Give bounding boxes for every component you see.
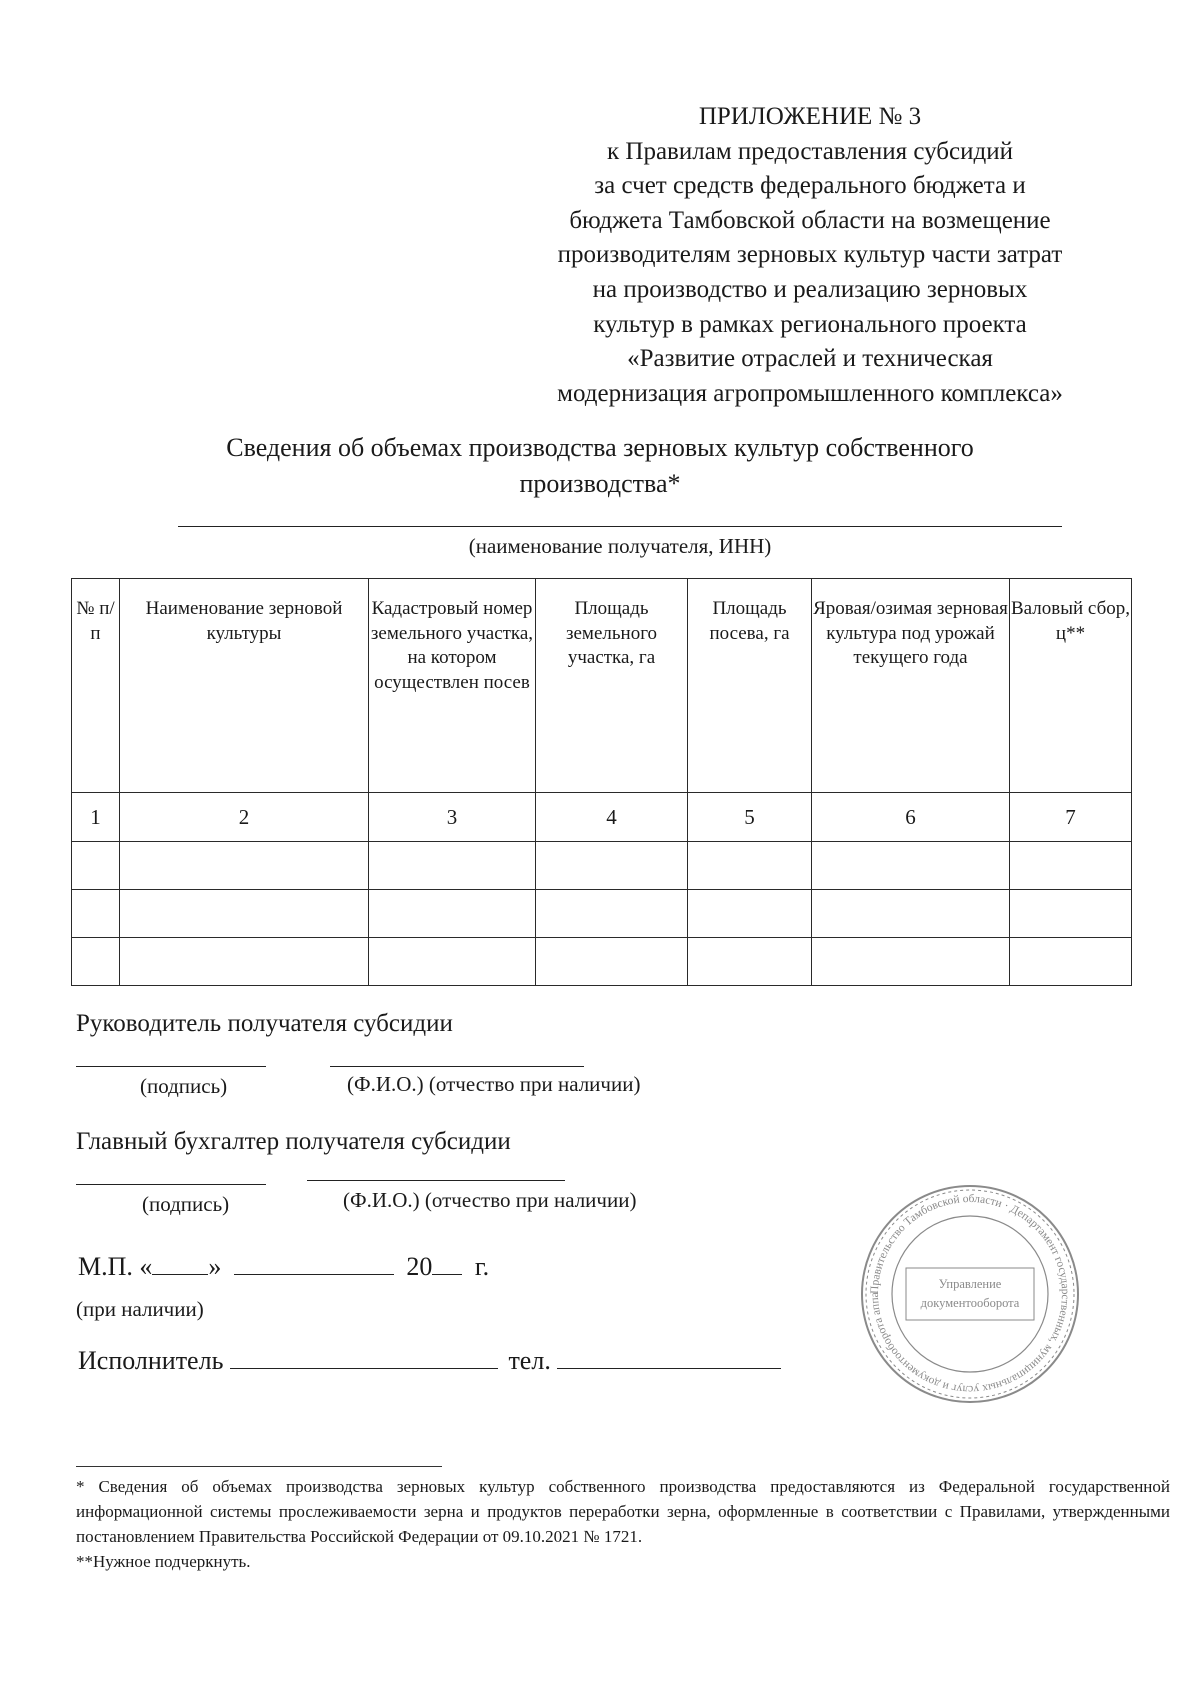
table-number-row [72, 793, 1132, 842]
column-number: 6 [812, 793, 1010, 842]
phone-label: тел. [508, 1346, 551, 1375]
column-number: 7 [1010, 793, 1132, 842]
header-cell: Кадастровый номер земельного участка, на котором осуществлен посев [369, 579, 536, 793]
header-cell: № п/п [72, 579, 120, 793]
recipient-name-field[interactable] [178, 526, 1062, 527]
table-cell[interactable] [812, 890, 1010, 938]
table-cell[interactable] [120, 938, 369, 986]
column-number: 2 [120, 793, 369, 842]
column-number: 3 [369, 793, 536, 842]
table-cell[interactable] [688, 890, 812, 938]
signature-caption: (подпись) [140, 1074, 228, 1098]
table-cell[interactable] [369, 938, 536, 986]
day-field[interactable] [152, 1254, 208, 1275]
executor-label: Исполнитель [78, 1346, 224, 1375]
annex-line: бюджета Тамбовской области на возмещение [569, 206, 1051, 234]
seal-label: М.П. [78, 1252, 133, 1281]
year-prefix: 20 [406, 1252, 433, 1281]
executor-field[interactable] [230, 1348, 498, 1369]
production-table [71, 578, 1132, 986]
table-row [72, 890, 1132, 938]
stamp-icon [858, 1182, 1082, 1406]
table-cell[interactable] [72, 842, 120, 890]
title-line-1: Сведения об объемах производства зерновых культур собственного [226, 433, 974, 462]
annex-line: культур в рамках регионального проекта [593, 310, 1027, 338]
annex-line: к Правилам предоставления субсидий [607, 137, 1013, 165]
phone-field[interactable] [557, 1348, 781, 1369]
table-cell[interactable] [812, 938, 1010, 986]
table-cell[interactable] [120, 842, 369, 890]
table-cell[interactable] [536, 890, 688, 938]
table-cell[interactable] [1010, 938, 1132, 986]
footnote-2: **Нужное подчеркнуть. [76, 1552, 251, 1571]
table-header-row [72, 579, 1132, 793]
seal-date-row [78, 1252, 489, 1282]
table-row [72, 842, 1132, 890]
annex-line: модернизация агропромышленного комплекса» [557, 379, 1063, 407]
footnote-1: * Сведения об объемах производства зерновых культур собственного производства предоставляются из Федеральной государственной информационной системы прослеживаемости зерна и продуктов переработки зерна, оформленные в соответствии с Правилами, утвержденными постановлением Правительства Российской Федерации от 09.10.2021 № 1721. [76, 1477, 1170, 1546]
executor-row [78, 1346, 781, 1376]
table-cell[interactable] [812, 842, 1010, 890]
name-caption: (Ф.И.О.) (отчество при наличии) [343, 1188, 637, 1212]
table-cell[interactable] [1010, 890, 1132, 938]
stamp-outer-text: Правительство Тамбовской области · Департамент государственных, муниципальных услуг и документооборота аппа [868, 1192, 1072, 1396]
header-cell: Валовый сбор, ц** [1010, 579, 1132, 793]
official-stamp [858, 1182, 1082, 1406]
year-field[interactable] [432, 1254, 462, 1275]
footnotes [76, 1474, 1170, 1574]
header-cell: Наименование зерновой культуры [120, 579, 369, 793]
recipient-caption: (наименование получателя, ИНН) [468, 534, 772, 558]
signature-caption: (подпись) [142, 1192, 230, 1216]
table-cell[interactable] [536, 842, 688, 890]
name-caption: (Ф.И.О.) (отчество при наличии) [347, 1072, 641, 1096]
table-cell[interactable] [120, 890, 369, 938]
head-signature-title: Руководитель получателя субсидии [76, 1010, 453, 1037]
stamp-inner-line-2: документооборота [920, 1296, 1020, 1310]
annex-line: «Развитие отраслей и техническая [627, 345, 993, 373]
title-line-2: производства* [519, 469, 681, 498]
table-cell[interactable] [72, 938, 120, 986]
accountant-name-line[interactable] [307, 1180, 565, 1181]
annex-line: ПРИЛОЖЕНИЕ № 3 [698, 103, 922, 130]
seal-note: (при наличии) [76, 1297, 204, 1321]
year-suffix: г. [474, 1252, 490, 1281]
column-number: 4 [536, 793, 688, 842]
table-cell[interactable] [369, 842, 536, 890]
table-row [72, 938, 1132, 986]
annex-line: производителям зерновых культур части затрат [557, 241, 1063, 269]
head-signature-line[interactable] [76, 1066, 266, 1067]
header-cell: Площадь земельного участка, га [536, 579, 688, 793]
quote-close: » [208, 1252, 222, 1281]
column-number: 5 [688, 793, 812, 842]
head-name-line[interactable] [330, 1066, 584, 1067]
quote-open: « [139, 1252, 153, 1281]
annex-line: на производство и реализацию зерновых [592, 275, 1028, 303]
column-number: 1 [72, 793, 120, 842]
month-field[interactable] [234, 1254, 394, 1275]
annex-heading [520, 100, 1100, 411]
annex-line: за счет средств федерального бюджета и [594, 172, 1026, 200]
stamp-inner-line-1: Управление [938, 1277, 1002, 1291]
accountant-signature-title: Главный бухгалтер получателя субсидии [76, 1128, 511, 1155]
table-cell[interactable] [688, 938, 812, 986]
footnote-divider [76, 1466, 442, 1467]
table-cell[interactable] [536, 938, 688, 986]
accountant-signature-line[interactable] [76, 1184, 266, 1185]
header-cell: Площадь посева, га [688, 579, 812, 793]
header-cell: Яровая/озимая зерновая культура под урожай текущего года [812, 579, 1010, 793]
table-cell[interactable] [369, 890, 536, 938]
document-title [160, 430, 1040, 502]
table-cell[interactable] [72, 890, 120, 938]
table-cell[interactable] [688, 842, 812, 890]
table-cell[interactable] [1010, 842, 1132, 890]
